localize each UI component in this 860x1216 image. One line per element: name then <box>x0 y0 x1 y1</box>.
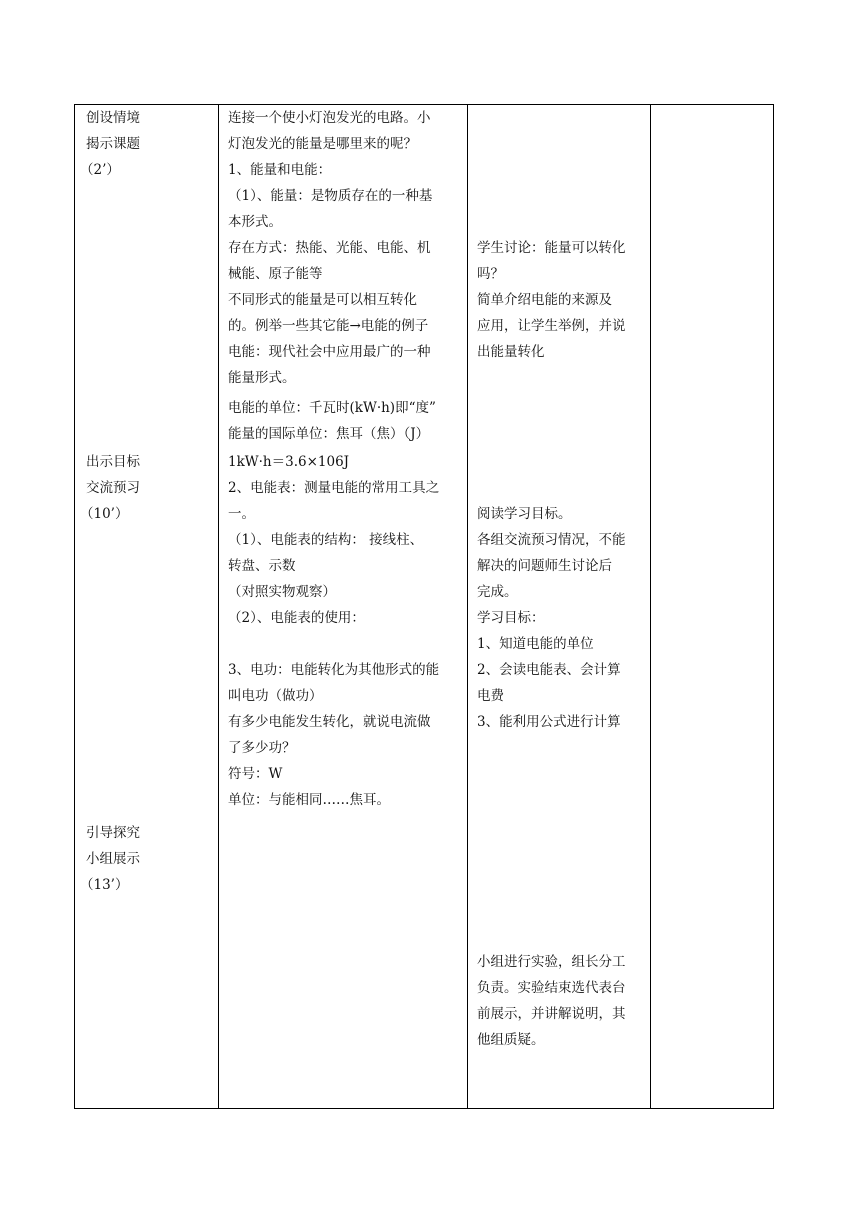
content-line: 不同形式的能量是可以相互转化 <box>228 292 417 308</box>
content-line: 能量的国际单位：焦耳（焦）（J） <box>228 426 430 442</box>
activity-line: 吗？ <box>477 266 504 282</box>
activity-line: 解决的问题师生讨论后 <box>477 558 612 574</box>
content-line: 一。 <box>228 506 255 522</box>
content-line: 本形式。 <box>228 214 282 230</box>
stage-line: （13’） <box>80 877 129 893</box>
content-line: 电能的单位：千瓦时(kW·h)即“度” <box>228 400 436 416</box>
stage-line: 出示目标 <box>86 454 140 470</box>
activity-line: 1、知道电能的单位 <box>477 636 594 652</box>
activity-line: 学习目标： <box>477 610 545 626</box>
activity-line: 小组进行实验，组长分工 <box>477 954 626 970</box>
stage-column <box>75 105 218 1108</box>
activity-line: 学生讨论：能量可以转化 <box>477 240 626 256</box>
content-line: 械能、原子能等 <box>228 266 323 282</box>
stage-line: 小组展示 <box>86 851 140 867</box>
content-line: 连接一个使小灯泡发光的电路。小 <box>228 110 431 126</box>
notes-column <box>650 105 774 1108</box>
lesson-plan-table <box>74 104 774 1109</box>
activity-line: 阅读学习目标。 <box>477 506 572 522</box>
content-line: 的。例举一些其它能→电能的例子 <box>228 318 429 334</box>
content-line: 电能：现代社会中应用最广的一种 <box>228 344 431 360</box>
content-line: （1）、能量：是物质存在的一种基 <box>228 188 433 204</box>
activity-line: 应用，让学生举例，并说 <box>477 318 626 334</box>
activity-line: 3、能利用公式进行计算 <box>477 714 621 730</box>
content-line: 存在方式：热能、光能、电能、机 <box>228 240 431 256</box>
content-line: 单位：与能相同……焦耳。 <box>228 792 390 808</box>
content-line: 3、电功：电能转化为其他形式的能 <box>228 662 440 678</box>
activity-line: 负责。实验结束选代表台 <box>477 980 626 996</box>
stage-line: 交流预习 <box>86 480 140 496</box>
activity-line: 2、会读电能表、会计算 <box>477 662 621 678</box>
content-line: 有多少电能发生转化，就说电流做 <box>228 714 431 730</box>
activity-line: 电费 <box>477 688 504 704</box>
activity-line: 各组交流预习情况，不能 <box>477 532 626 548</box>
content-column <box>218 105 467 1108</box>
stage-line: （10’） <box>80 506 129 522</box>
content-line: 1、能量和电能： <box>228 162 332 178</box>
content-line: 灯泡发光的能量是哪里来的呢？ <box>228 136 417 152</box>
stage-line: 创设情境 <box>86 110 140 126</box>
activity-line: 出能量转化 <box>477 344 545 360</box>
activity-line: 前展示，并讲解说明，其 <box>477 1006 626 1022</box>
content-line: （1）、电能表的结构： 接线柱、 <box>228 532 424 548</box>
content-line: 1kW·h＝3.6×106J <box>228 454 350 470</box>
stage-line: （2’） <box>80 162 120 178</box>
content-line: 符号：W <box>228 766 283 782</box>
content-line: 叫电功（做功） <box>228 688 323 704</box>
activity-line: 完成。 <box>477 584 518 600</box>
content-line: 2、电能表：测量电能的常用工具之 <box>228 480 440 496</box>
activity-column <box>467 105 650 1108</box>
stage-line: 引导探究 <box>86 825 140 841</box>
stage-line: 揭示课题 <box>86 136 140 152</box>
content-line: 转盘、示数 <box>228 558 296 574</box>
content-line: （对照实物观察） <box>228 584 336 600</box>
activity-line: 他组质疑。 <box>477 1032 545 1048</box>
content-line: 了多少功？ <box>228 740 296 756</box>
content-line: 能量形式。 <box>228 370 296 386</box>
activity-line: 简单介绍电能的来源及 <box>477 292 612 308</box>
content-line: （2）、电能表的使用： <box>228 610 365 626</box>
